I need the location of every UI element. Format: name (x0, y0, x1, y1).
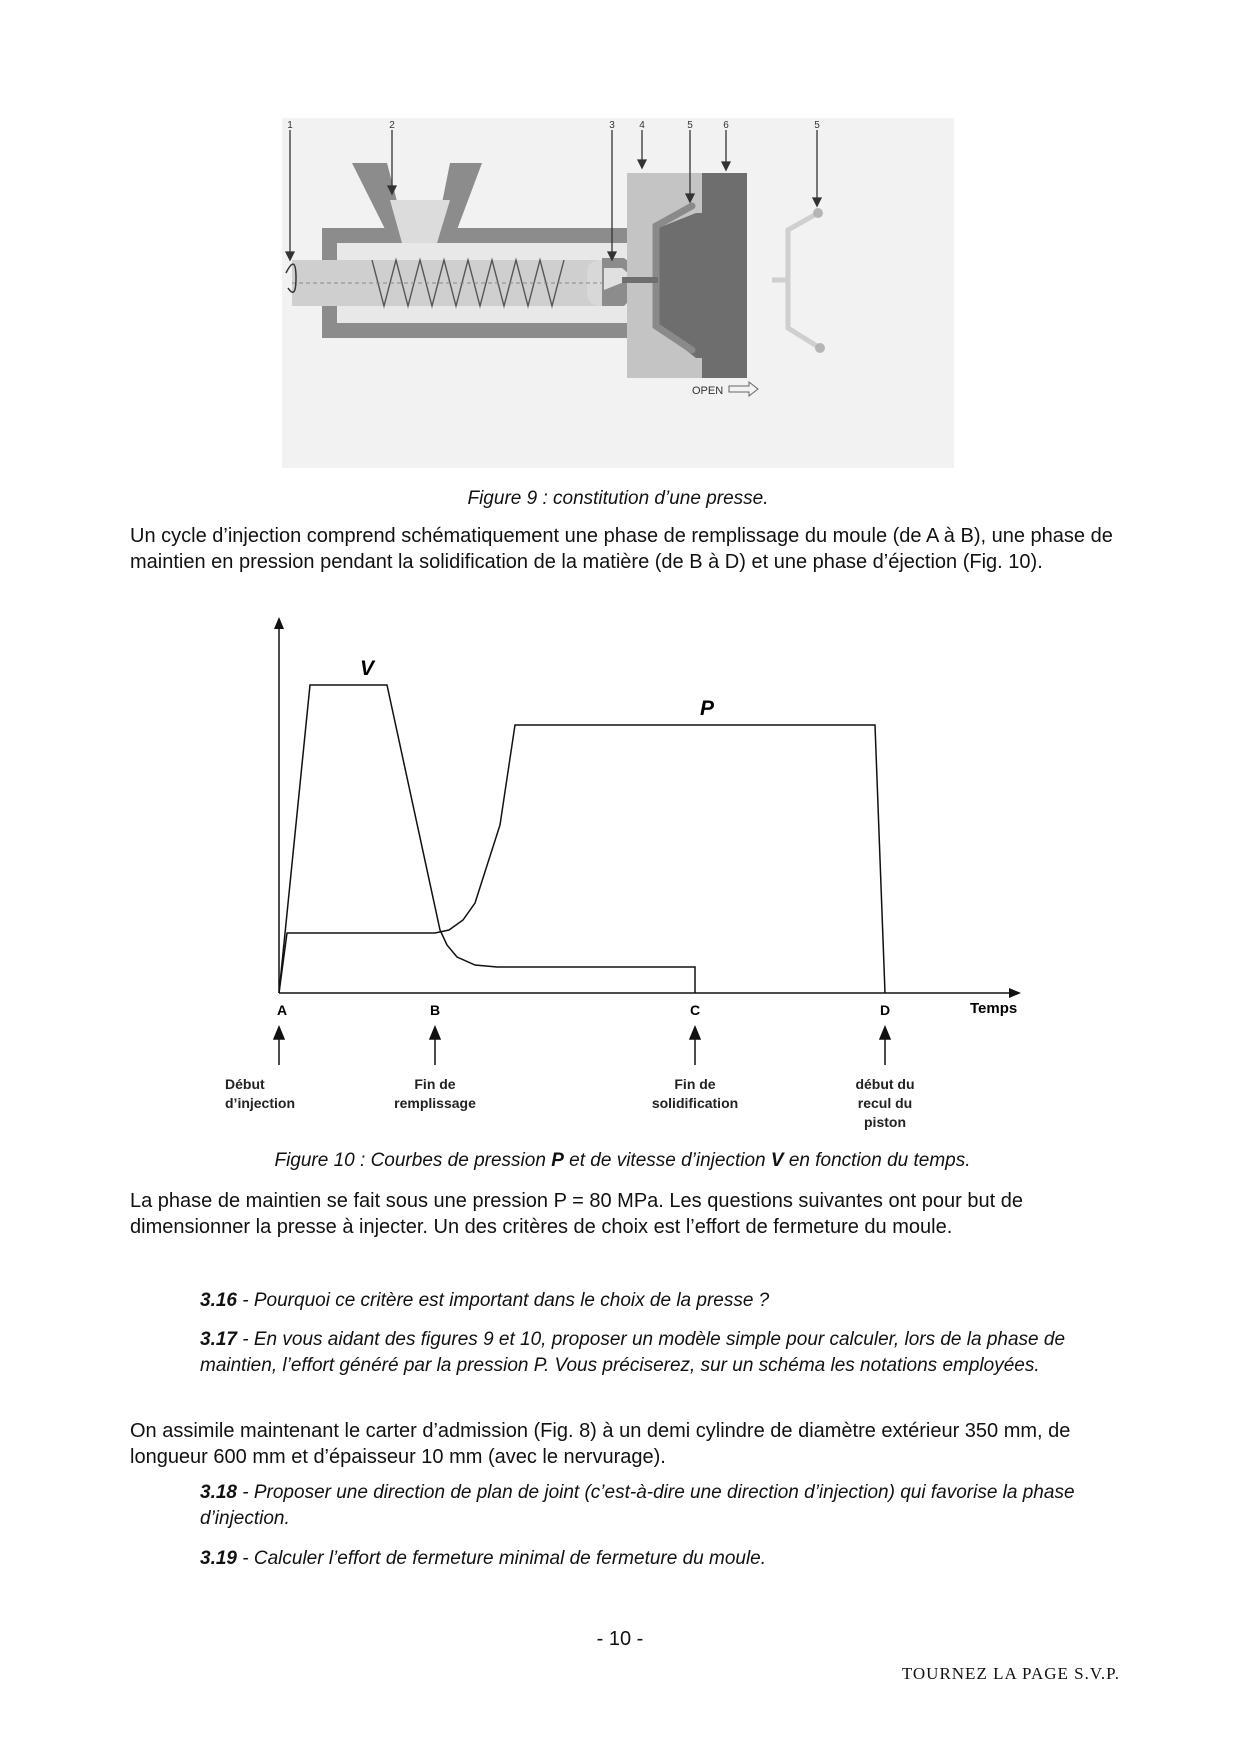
p-curve-label: P (700, 697, 715, 720)
event-a-line2: d’injection (225, 1095, 295, 1111)
event-a-line1: Début (225, 1076, 265, 1092)
label-6: 6 (723, 120, 729, 131)
point-a: A (276, 1002, 288, 1018)
turn-page-note: TOURNEZ LA PAGE S.V.P. (901, 1664, 1120, 1683)
event-c-line2: solidification (651, 1095, 739, 1111)
y-axis-arrow-icon (274, 617, 284, 629)
point-b: B (429, 1002, 441, 1018)
point-d: D (879, 1002, 891, 1018)
event-c-line1: Fin de (674, 1076, 716, 1092)
label-4: 4 (639, 120, 645, 131)
label-2: 2 (389, 120, 395, 131)
question-3-19: 3.19 - Calculer l’effort de fermeture minimal de fermeture du moule. (200, 1548, 767, 1569)
page-number: - 10 - (596, 1628, 644, 1650)
figure-10-curves (225, 615, 1030, 1135)
label-1: 1 (287, 120, 293, 131)
event-arrows (274, 1027, 890, 1065)
point-c: C (689, 1002, 701, 1018)
figure-10-caption: Figure 10 : Courbes de pression P et de vitesse d’injection V en fonction du temps. (274, 1150, 971, 1171)
time-axis-label: Temps (970, 1000, 1018, 1017)
paragraph-carter: On assimile maintenant le carter d’admission (Fig. 8) à un demi cylindre de diamètre extérieur 350 mm, de longueur 600 mm et d’épaisseur 10 mm (avec le nervurage). (130, 1420, 1071, 1468)
caption-p: P (551, 1150, 564, 1171)
event-d-line1: début du (855, 1076, 915, 1092)
event-d-line3: piston (864, 1114, 906, 1130)
moving-mould-half (702, 173, 747, 378)
screw-shaft (292, 260, 612, 306)
figure-9-caption: Figure 9 : constitution d’une presse. (467, 488, 769, 509)
question-3-17: 3.17 - En vous aidant des figures 9 et 10, proposer un modèle simple pour calculer, lors de la phase de maintien, l’effort généré par la pression P. Vous préciserez, sur un schéma les notations employées. (200, 1329, 1066, 1376)
label-3: 3 (609, 120, 615, 131)
question-3-18: 3.18 - Proposer une direction de plan de joint (c’est-à-dire une direction d’injection) qui favorise la phase d’injection. (200, 1482, 1075, 1529)
event-b-line1: Fin de (414, 1076, 456, 1092)
label-5-ejected: 5 (814, 120, 820, 131)
velocity-curve (279, 685, 695, 993)
question-3-16: 3.16 - Pourquoi ce critère est important dans le choix de la presse ? (200, 1290, 770, 1311)
paragraph-pressure: La phase de maintien se fait sous une pression P = 80 MPa. Les questions suivantes ont pour but de dimensionner la presse à injecter. Un des critères de choix est l’effort de fermeture du moule. (130, 1190, 1023, 1238)
open-label: OPEN (692, 385, 724, 397)
paragraph-cycle: Un cycle d’injection comprend schématiquement une phase de remplissage du moule (de A à B), une phase de maintien en pression pendant la solidification de la matière (de B à D) et une phase d’éjection (Fig. 10). (130, 525, 1113, 573)
caption-v: V (770, 1150, 784, 1171)
v-curve-label: V (360, 657, 375, 680)
event-d-line2: recul du (857, 1095, 913, 1111)
event-b-line2: remplissage (394, 1095, 476, 1111)
pressure-curve (279, 725, 885, 993)
figure-9-press-diagram (282, 118, 954, 468)
label-5: 5 (687, 120, 693, 131)
x-axis-arrow-icon (1009, 988, 1021, 998)
